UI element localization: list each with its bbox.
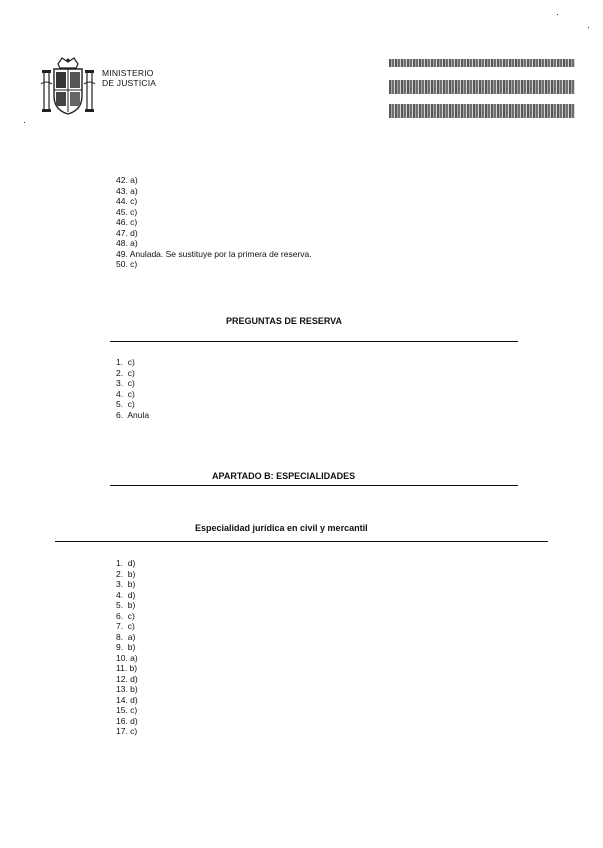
answer-item: 43. a)	[116, 185, 138, 196]
answer-item: 4. c)	[116, 388, 135, 399]
answer-item: 2. c)	[116, 367, 135, 378]
answer-item: 42. a)	[116, 175, 138, 185]
answer-item: 5. b)	[116, 600, 136, 610]
answer-item: 49. Anulada. Se sustituye por la primera de reserva.	[116, 248, 312, 259]
answer-item: 46. c)	[116, 217, 138, 227]
answer-item: 17. c)	[116, 726, 138, 736]
specialty-heading: Especialidad jurídica en civil y mercantil	[195, 523, 368, 533]
answer-item: 3. c)	[116, 378, 135, 388]
ministry-name	[102, 68, 156, 88]
answer-item: 50. c)	[116, 259, 138, 269]
answer-item: 1. c)	[116, 357, 135, 367]
section-b-heading: APARTADO B: ESPECIALIDADES	[212, 471, 356, 481]
answer-item: 13. b)	[116, 684, 138, 694]
answer-item: 12. d)	[116, 673, 138, 684]
answer-item: 3. b)	[116, 579, 136, 589]
answer-item: 9. b)	[116, 642, 136, 652]
answer-item: 48. a)	[116, 238, 138, 248]
specialty-divider	[55, 541, 548, 542]
answer-item: 44. c)	[116, 196, 138, 206]
answer-item: 45. c)	[116, 206, 138, 217]
answer-item: 7. c)	[116, 621, 135, 631]
ministry-line-2: DE JUSTICIA	[102, 78, 157, 88]
speck	[24, 122, 25, 123]
answer-item: 11. b)	[116, 663, 138, 673]
answers-list-reserve	[116, 357, 149, 420]
answer-item: 2. b)	[116, 568, 136, 579]
speck	[557, 14, 558, 15]
reserve-divider	[110, 341, 518, 342]
registry-stamp-bottom	[389, 104, 575, 118]
answer-item: 16. d)	[116, 715, 138, 726]
registry-stamp-top	[389, 59, 575, 67]
registry-stamp-middle	[389, 80, 575, 94]
answer-item: 47. d)	[116, 227, 138, 238]
answer-item: 4. d)	[116, 589, 136, 600]
coat-of-arms-logo	[40, 56, 96, 118]
answer-item: 6. Anula	[116, 409, 150, 420]
answer-item: 6. c)	[116, 610, 135, 621]
answer-item: 1. d)	[116, 558, 136, 568]
answer-item: 14. d)	[116, 694, 138, 705]
answer-item: 8. a)	[116, 631, 136, 642]
speck	[588, 27, 589, 28]
answers-list-specialty	[116, 558, 138, 737]
reserve-heading: PREGUNTAS DE RESERVA	[226, 316, 343, 326]
ministry-line-1: MINISTERIO	[102, 68, 154, 78]
section-b-divider	[110, 485, 518, 486]
answers-list-main	[116, 175, 312, 270]
answer-item: 10. a)	[116, 652, 138, 663]
answer-item: 15. c)	[116, 705, 138, 715]
answer-item: 5. c)	[116, 399, 135, 409]
